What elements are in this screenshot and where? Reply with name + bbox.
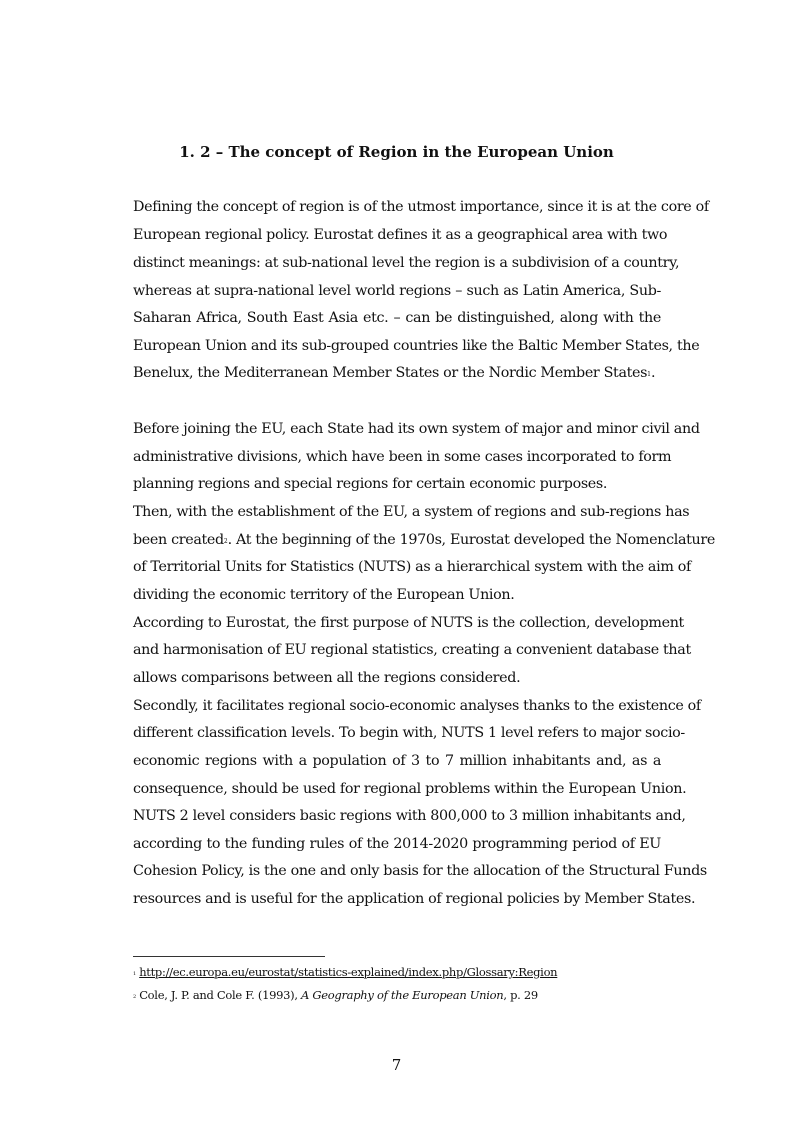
footnote-2-title: A Geography of the European Union xyxy=(301,988,504,1002)
paragraph-2-line-5 xyxy=(133,526,715,554)
paragraph-2-line-5-text-b: . At the beginning of the 1970s, Eurostat developed the Nomenclature xyxy=(227,532,715,548)
footnote-ref-2[interactable]: 2 xyxy=(223,538,228,545)
footnote-2-suffix: , p. 29 xyxy=(503,988,538,1002)
paragraph-1-line-1: Defining the concept of region is of the utmost importance, since it is at the core of xyxy=(133,199,709,215)
paragraph-1-line-5: Saharan Africa, South East Asia etc. – can be distinguished, along with the xyxy=(133,310,661,326)
paragraph-1-line-7-end: . xyxy=(650,365,656,381)
paragraph-2-line-6: of Territorial Units for Statistics (NUTS) as a hierarchical system with the aim of xyxy=(133,559,691,575)
paragraph-2-line-12: different classification levels. To begin with, NUTS 1 level refers to major socio- xyxy=(133,725,685,741)
paragraph-2-line-2: administrative divisions, which have been in some cases incorporated to form xyxy=(133,449,672,465)
paragraph-2-line-11: Secondly, it facilitates regional socio-economic analyses thanks to the existence of xyxy=(133,698,701,714)
paragraph-2-line-17: Cohesion Policy, is the one and only basis for the allocation of the Structural Funds xyxy=(133,863,707,879)
paragraph-2-line-3: planning regions and special regions for certain economic purposes. xyxy=(133,476,608,492)
footnote-ref-1[interactable]: 1 xyxy=(647,371,651,378)
paragraph-1-line-7 xyxy=(133,359,661,387)
footnote-2-prefix: Cole, J. P. and Cole F. (1993), xyxy=(139,988,302,1002)
paragraph-2-line-1: Before joining the EU, each State had its own system of major and minor civil and xyxy=(133,421,700,437)
paragraph-2-line-16: according to the funding rules of the 2014-2020 programming period of EU xyxy=(133,836,661,852)
paragraph-2-line-10: allows comparisons between all the regions considered. xyxy=(133,670,521,686)
page-number: 7 xyxy=(391,1056,402,1074)
section-heading: 1. 2 – The concept of Region in the European Union xyxy=(179,143,614,161)
paragraph-2-line-8: According to Eurostat, the first purpose of NUTS is the collection, development xyxy=(133,615,684,631)
paragraph-2-line-13: economic regions with a population of 3 to 7 million inhabitants and, as a xyxy=(133,753,661,769)
paragraph-1-line-7-text: Benelux, the Mediterranean Member States or the Nordic Member States xyxy=(133,365,648,381)
paragraph-2-line-18: resources and is useful for the application of regional policies by Member States. xyxy=(133,891,696,907)
footnote-separator xyxy=(133,956,325,957)
paragraph-1-line-2: European regional policy. Eurostat defines it as a geographical area with two xyxy=(133,227,668,243)
footnote-2 xyxy=(133,987,538,1003)
footnote-2-marker: 2 xyxy=(133,994,137,1000)
footnote-1-marker: 1 xyxy=(133,971,137,977)
paragraph-2-line-14: consequence, should be used for regional problems within the European Union. xyxy=(133,781,687,797)
paragraph-2-line-4: Then, with the establishment of the EU, a system of regions and sub-regions has xyxy=(133,504,690,520)
paragraph-2-line-7: dividing the economic territory of the European Union. xyxy=(133,587,515,603)
paragraph-1-line-3: distinct meanings: at sub-national level the region is a subdivision of a country, xyxy=(133,255,680,271)
footnote-1 xyxy=(133,964,557,980)
footnote-1-link[interactable]: http://ec.europa.eu/eurostat/statistics-explained/index.php/Glossary:Region xyxy=(139,965,558,979)
paragraph-2-line-15: NUTS 2 level considers basic regions with 800,000 to 3 million inhabitants and, xyxy=(133,808,686,824)
paragraph-2-line-5-text-a: been created xyxy=(133,532,224,548)
paragraph-1-line-6: European Union and its sub-grouped countries like the Baltic Member States, the xyxy=(133,338,700,354)
paragraph-1-line-4: whereas at supra-national level world regions – such as Latin America, Sub- xyxy=(133,283,661,299)
paragraph-2-line-9: and harmonisation of EU regional statistics, creating a convenient database that xyxy=(133,642,691,658)
